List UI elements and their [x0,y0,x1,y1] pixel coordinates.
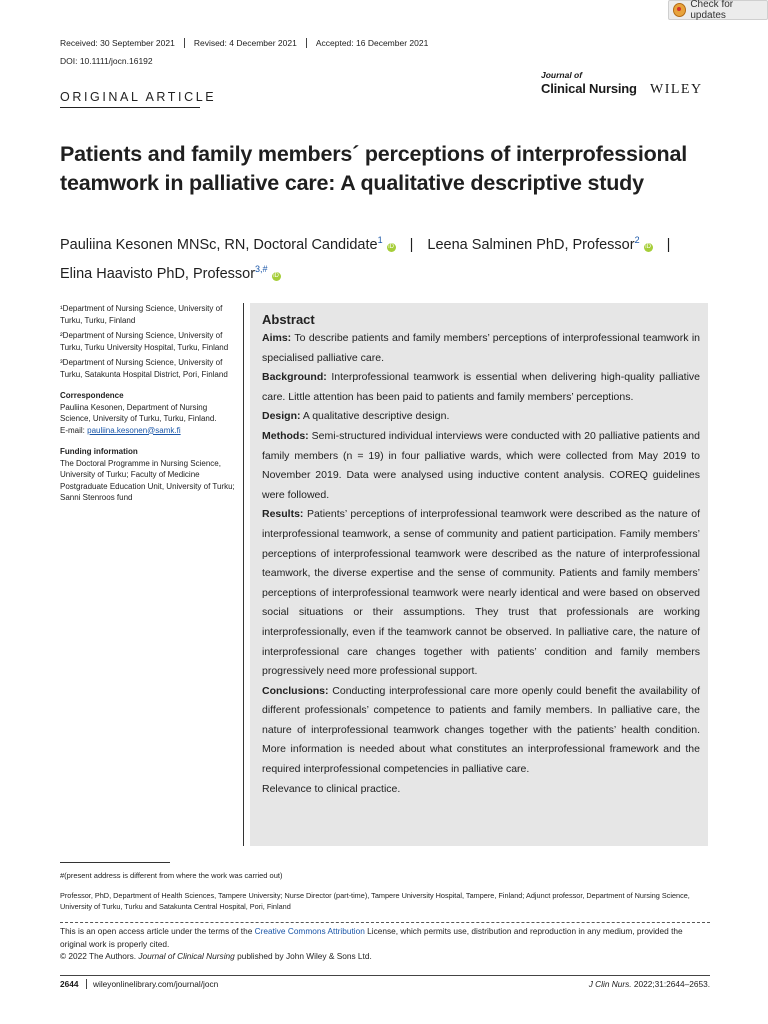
design-text: A qualitative descriptive design. [300,410,450,423]
crossmark-icon [673,3,686,17]
copyright-text-1: © 2022 The Authors. [60,951,139,961]
design-label: Design: [262,410,301,423]
author-2: Leena Salminen PhD, Professor [427,237,635,253]
orcid-icon[interactable]: iD [273,273,279,279]
article-type: ORIGINAL ARTICLE [60,90,217,104]
funding-heading: Funding information [60,447,138,456]
doi: DOI: 10.1111/jocn.16192 [60,56,153,66]
conclusions-label: Conclusions: [262,684,329,697]
conclusions-text: Conducting interprofessional care more openly could benefit the availability of different professionals’ competence to patients and family members. In palliative care, the nature of interprofessional teamwork changes together with the patients’ health condition. More information is needed about what constitutes an interprofessional framework and the required interprofessional competencies in palliative care. [262,684,700,776]
author-1-affiliation[interactable]: 1 [377,235,383,245]
author-1: Pauliina Kesonen MNSc, RN, Doctoral Candidate [60,237,378,253]
abstract-design [262,407,700,427]
background-label: Background: [262,371,327,384]
abstract-box [250,303,708,846]
abstract-relevance: Relevance to clinical practice. [262,782,401,795]
author-2-affiliation[interactable]: 2 [634,235,640,245]
citation-ref: 2022;31:2644–2653. [631,979,710,989]
received-date: Received: 30 September 2021 [60,38,175,48]
correspondence-text: Pauliina Kesonen, Department of Nursing Science, University of Turku, Turku, Finland. [60,402,217,423]
present-address-footnote: #(present address is different from where the work was carried out) [60,871,283,880]
email-link[interactable]: pauliina.kesonen@samk.fi [87,425,181,435]
open-access-notice [60,925,710,963]
author-3-affiliation[interactable]: 3,# [255,264,268,274]
abstract-background [262,368,700,407]
abstract-aims [262,329,700,368]
professor-footnote: Professor, PhD, Department of Health Sciences, Tampere University; Nurse Director (part-time), Tampere University Hospital, Tampere, Finland; Adjunct professor, Department of Nursing Science, University of Turku, Turku and Satakunta Central Hospital, Pori, Finland [60,891,690,911]
email-label: E-mail: [60,425,88,435]
correspondence-email-line [60,425,235,437]
citation-journal: J Clin Nurs. [588,979,632,989]
affiliation-3: ³Department of Nursing Science, University of Turku, Satakunta Hospital District, Pori, Finland [60,358,228,379]
revised-date: Revised: 4 December 2021 [184,38,306,48]
page-number: 2644 [60,979,79,989]
copyright-text-2: published by John Wiley & Sons Ltd. [234,951,372,961]
article-title: Patients and family members´ perceptions of interprofessional teamwork in palliative care: A qualitative descriptive study [60,142,687,195]
abstract-left-rule [243,303,244,846]
check-for-updates-label: Check for updates [690,0,734,21]
article-dates [60,38,437,48]
author-separator: | [409,237,414,253]
aims-text: To describe patients and family members’ perceptions of interprofessional teamwork in specialised palliative care. [262,332,700,364]
methods-text: Semi-structured individual interviews were conducted with 20 palliative patients and family members (n = 19) in four palliative wards, which were collected from May 2019 to November 2019. Data were analysed using inductive content analysis. COREQ guidelines were followed. [262,429,700,501]
abstract-results [262,505,700,681]
journal-name: Clinical Nursing [541,81,637,96]
abstract-methods [262,427,700,505]
journal-url[interactable]: wileyonlinelibrary.com/journal/jocn [86,979,218,989]
footnote-rule [60,862,170,863]
abstract-heading: Abstract [262,312,315,327]
article-type-underline [60,107,200,108]
correspondence-heading: Correspondence [60,391,124,400]
orcid-icon[interactable]: iD [388,244,394,250]
background-text: Interprofessional teamwork is essential when delivering high-quality palliative care. Little attention has been paid to patients and family members’ perceptions. [262,371,700,403]
results-label: Results: [262,508,304,521]
publisher-logo: WILEY [650,82,703,97]
affiliations-column [60,303,235,508]
journal-of-label: Journal of [541,70,583,80]
results-text: Patients’ perceptions of interprofessional teamwork were described as the nature of interprofessional teamwork, a sense of community and patient participation. Family members’ perceptions of interprofessional teamwork were described as the nature of interprofessional teamwork, the diverse expertise and the sense of community. Patients and family members’ perceptions of interprofessional teamwork were nearly identical and were based on observed social situations or their assumptions. They trust that professionals are working interprofessionally, even if the teamwork cannot be observed. In palliative care, the nature of interprofessional care changes together with patients’ condition and family members progressively need more professional support. [262,508,700,678]
cc-license-link[interactable]: Creative Commons Attribution [254,926,365,936]
citation [589,979,710,989]
aims-label: Aims: [262,332,292,344]
copyright-journal: Journal of Clinical Nursing [138,951,235,961]
funding-text: The Doctoral Programme in Nursing Science, University of Turku; Faculty of Medicine Postgraduate Education Unit, University of Turku; Sanni Stenroos fund [60,458,235,502]
author-list [60,228,740,286]
author-separator: | [666,237,671,253]
author-3: Elina Haavisto PhD, Professor [60,266,256,282]
orcid-icon[interactable]: iD [645,244,651,250]
oa-text-1: This is an open access article under the terms of the [60,926,255,936]
oa-text-2: License, which permits use, distribution and reproduction in any medium, provided the original work is properly cited. [60,926,683,949]
affiliation-1: ¹Department of Nursing Science, University of Turku, Turku, Finland [60,304,223,325]
open-access-rule [60,922,710,923]
accepted-date: Accepted: 16 December 2021 [306,38,437,48]
abstract-conclusions [262,682,700,780]
footer-rule [60,975,710,976]
check-for-updates-button[interactable] [668,0,768,20]
methods-label: Methods: [262,429,309,442]
affiliation-2: ²Department of Nursing Science, University of Turku, Turku University Hospital, Turku, Finland [60,331,229,352]
